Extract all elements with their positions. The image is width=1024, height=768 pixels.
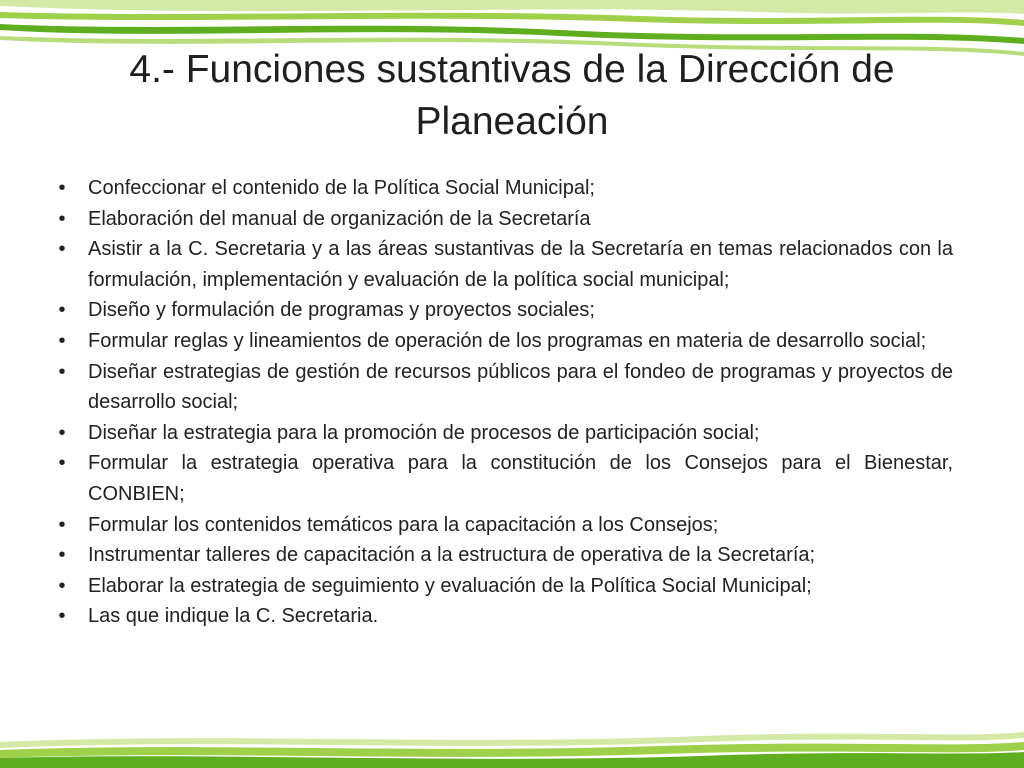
- bullet-dot: •: [58, 544, 66, 567]
- list-item-text: Formular reglas y lineamientos de operación de los programas en materia de desarrollo social;: [88, 329, 927, 352]
- list-item: [52, 418, 953, 449]
- bullet-list: [52, 173, 953, 632]
- bullet-dot: •: [58, 177, 66, 199]
- list-item: [52, 448, 953, 509]
- bullet-dot: •: [58, 513, 66, 536]
- list-item-text: Diseño y formulación de programas y proyectos sociales;: [88, 299, 595, 322]
- bullet-dot: •: [58, 360, 66, 383]
- list-item: [52, 571, 953, 602]
- list-item: [52, 173, 953, 204]
- bullet-dot: •: [58, 329, 66, 352]
- slide-title: 4.- Funciones sustantivas de la Dirección de Planeación: [129, 48, 895, 143]
- list-item: [52, 234, 953, 295]
- list-item: [52, 601, 953, 632]
- bottom-wave-decoration: [0, 720, 1024, 768]
- list-item: [52, 204, 953, 235]
- bullet-dot: •: [58, 207, 66, 230]
- list-item-text: Las que indique la C. Secretaria.: [88, 605, 379, 628]
- list-item: [52, 357, 953, 418]
- bullet-dot: •: [58, 574, 66, 597]
- list-item-text: Instrumentar talleres de capacitación a la estructura de operativa de la Secretaría;: [88, 544, 816, 567]
- bullet-dot: •: [58, 238, 66, 261]
- list-item-text: Elaboración del manual de organización de la Secretaría: [88, 207, 591, 230]
- bullet-dot: •: [58, 299, 66, 322]
- list-item-text: Diseñar la estrategia para la promoción de procesos de participación social;: [88, 421, 760, 444]
- list-item: [52, 295, 953, 326]
- list-item: [52, 540, 953, 571]
- list-item-text: Formular los contenidos temáticos para la capacitación a los Consejos;: [88, 513, 719, 536]
- bullet-dot: •: [58, 452, 66, 475]
- list-item-text: Elaborar la estrategia de seguimiento y evaluación de la Política Social Municipal;: [88, 574, 812, 597]
- list-item: [52, 510, 953, 541]
- list-item-text: Confeccionar el contenido de la Política Social Municipal;: [88, 177, 595, 199]
- list-item: [52, 326, 953, 357]
- list-item-text: Formular la estrategia operativa para la constitución de los Consejos para el Bienestar, CONBIEN;: [88, 452, 953, 505]
- list-item-text: Diseñar estrategias de gestión de recursos públicos para el fondeo de programas y proyectos de desarrollo social;: [88, 360, 953, 414]
- bullet-dot: •: [58, 421, 66, 444]
- bullet-dot: •: [58, 605, 66, 628]
- list-item-text: Asistir a la C. Secretaria y a las áreas sustantivas de la Secretaría en temas relacionados con la formulación, implementación y evaluación de la política social municipal;: [88, 238, 953, 291]
